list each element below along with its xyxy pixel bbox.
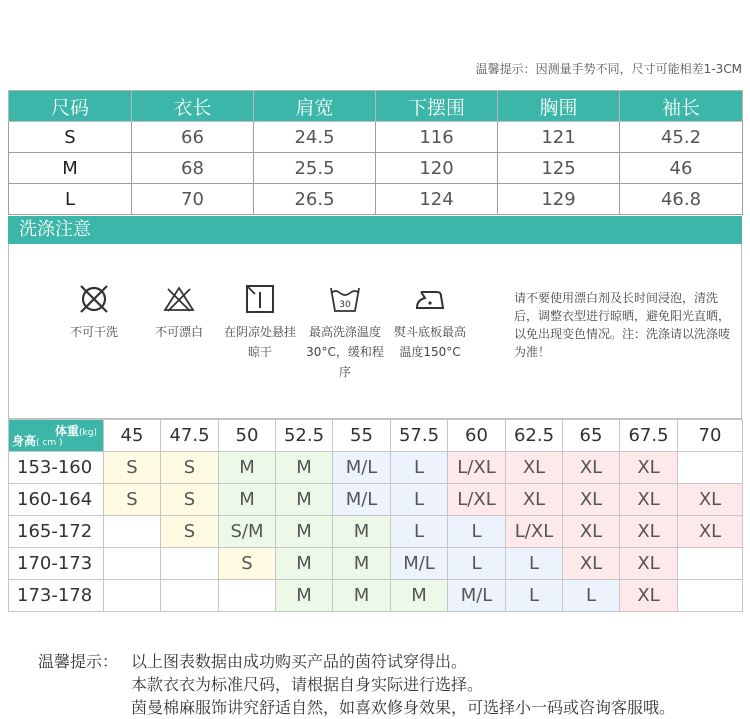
recommended-size-cell: L xyxy=(391,516,448,548)
recommended-size-cell xyxy=(219,580,276,612)
recommended-size-cell: M xyxy=(276,548,333,580)
header-size: 尺码 xyxy=(9,91,132,122)
size-value: 66 xyxy=(132,122,254,153)
bottom-notice-label: 温馨提示： xyxy=(38,652,119,671)
size-cell: S xyxy=(9,122,132,153)
recommended-size-cell: L xyxy=(506,548,563,580)
size-cell: L xyxy=(9,184,132,215)
recommended-size-cell: L xyxy=(391,484,448,516)
recommendation-body xyxy=(9,452,743,612)
size-value: 120 xyxy=(376,153,498,184)
recommended-size-cell: XL xyxy=(620,516,678,548)
bottom-notice xyxy=(38,650,675,719)
height-range: 160-164 xyxy=(9,484,104,516)
recommended-size-cell: M xyxy=(276,516,333,548)
size-value: 125 xyxy=(498,153,620,184)
recommended-size-cell: L xyxy=(391,452,448,484)
recommended-size-cell: M/L xyxy=(391,548,448,580)
recommended-size-cell: L xyxy=(448,516,506,548)
wash-care-title: 洗涤注意 xyxy=(8,216,742,244)
height-row xyxy=(9,548,743,580)
recommended-size-cell: XL xyxy=(563,548,620,580)
height-range: 173-178 xyxy=(9,580,104,612)
recommended-size-cell xyxy=(104,548,161,580)
recommended-size-cell: XL xyxy=(620,484,678,516)
care-item xyxy=(304,284,386,382)
size-value: 46 xyxy=(620,153,743,184)
recommended-size-cell: M xyxy=(276,580,333,612)
recommended-size-cell xyxy=(678,580,743,612)
care-item xyxy=(219,284,301,362)
recommended-size-cell: S xyxy=(219,548,276,580)
recommended-size-cell: M xyxy=(333,580,391,612)
size-value: 124 xyxy=(376,184,498,215)
bottom-notice-line: 以上图表数据由成功购买产品的茵符试穿得出。 xyxy=(131,652,468,671)
recommended-size-cell: XL xyxy=(563,484,620,516)
recommended-size-cell: XL xyxy=(620,580,678,612)
weight-header: 57.5 xyxy=(391,420,448,452)
recommended-size-cell: L/XL xyxy=(506,516,563,548)
size-value: 70 xyxy=(132,184,254,215)
recommended-size-cell: S xyxy=(104,484,161,516)
height-row xyxy=(9,516,743,548)
height-range: 165-172 xyxy=(9,516,104,548)
recommended-size-cell: M xyxy=(391,580,448,612)
recommended-size-cell: L/XL xyxy=(448,452,506,484)
corner-weight-text: 体重 xyxy=(55,424,80,438)
recommended-size-cell xyxy=(161,580,219,612)
wash-care-note: 请不要使用漂白剂及长时间浸泡，清洗后，调整衣型进行晾晒，避免阳光直晒，以免出现变色情况。注：洗涤请以洗涤唛为准！ xyxy=(514,291,731,359)
bottom-notice-line: 本款衣衣为标准尺码，请根据自身实际进行选择。 xyxy=(131,675,484,694)
recommended-size-cell: L xyxy=(506,580,563,612)
size-value: 26.5 xyxy=(254,184,376,215)
recommended-size-cell: L xyxy=(563,580,620,612)
size-recommendation-table xyxy=(8,419,743,612)
weight-header: 52.5 xyxy=(276,420,333,452)
weight-height-corner xyxy=(9,420,104,452)
iron-icon xyxy=(413,284,447,314)
recommended-size-cell: M xyxy=(219,452,276,484)
recommended-size-cell: M xyxy=(333,548,391,580)
care-label: 熨斗底板最高温度150°C xyxy=(393,325,466,359)
weight-header: 55 xyxy=(333,420,391,452)
weight-header: 62.5 xyxy=(506,420,563,452)
recommended-size-cell xyxy=(161,548,219,580)
size-cell: M xyxy=(9,153,132,184)
size-chart-table xyxy=(8,90,743,215)
bottom-notice-row xyxy=(38,673,675,696)
weight-header-row xyxy=(9,420,743,452)
recommended-size-cell: XL xyxy=(563,516,620,548)
care-label: 不可干洗 xyxy=(69,325,118,339)
recommended-size-cell: S/M xyxy=(219,516,276,548)
recommended-size-cell xyxy=(678,548,743,580)
size-chart-header-row xyxy=(9,91,743,122)
bottom-notice-row xyxy=(38,650,675,673)
recommended-size-cell xyxy=(104,580,161,612)
recommended-size-cell: L xyxy=(448,548,506,580)
recommended-size-cell: XL xyxy=(678,484,743,516)
corner-weight-unit: (kg) xyxy=(79,428,97,438)
care-item xyxy=(389,284,471,362)
recommended-size-cell: XL xyxy=(620,452,678,484)
size-value: 25.5 xyxy=(254,153,376,184)
corner-height-label xyxy=(12,432,62,449)
size-value: 45.2 xyxy=(620,122,743,153)
header-length: 衣长 xyxy=(132,91,254,122)
header-hem: 下摆围 xyxy=(376,91,498,122)
recommended-size-cell: XL xyxy=(563,452,620,484)
bottom-notice-line: 茵曼棉麻服饰讲究舒适自然，如喜欢修身效果，可选择小一码或咨询客服哦。 xyxy=(131,698,676,717)
recommended-size-cell: XL xyxy=(506,484,563,516)
care-label: 最高洗涤温度30°C，缓和程序 xyxy=(306,325,384,379)
height-row xyxy=(9,452,743,484)
recommended-size-cell: M/L xyxy=(333,484,391,516)
size-row xyxy=(9,184,743,215)
weight-header: 65 xyxy=(563,420,620,452)
care-item xyxy=(138,284,220,342)
size-value: 68 xyxy=(132,153,254,184)
care-label: 在阴凉处悬挂晾干 xyxy=(223,325,296,359)
weight-header: 60 xyxy=(448,420,506,452)
height-row xyxy=(9,484,743,516)
weight-header: 50 xyxy=(219,420,276,452)
recommended-size-cell: M xyxy=(219,484,276,516)
size-row xyxy=(9,153,743,184)
weight-header: 70 xyxy=(678,420,743,452)
no-dry-clean-icon xyxy=(77,284,111,314)
recommended-size-cell: M/L xyxy=(448,580,506,612)
recommended-size-cell: L/XL xyxy=(448,484,506,516)
care-item xyxy=(53,284,135,342)
wash-30-icon xyxy=(328,284,362,314)
recommended-size-cell: M xyxy=(276,452,333,484)
size-value: 116 xyxy=(376,122,498,153)
wash-care-panel xyxy=(8,244,742,419)
measurement-notice: 温馨提示：因测量手势不同，尺寸可能相差1-3CM xyxy=(475,62,742,76)
recommended-size-cell: S xyxy=(161,516,219,548)
line-dry-shade-icon xyxy=(243,284,277,314)
corner-height-text: 身高 xyxy=(12,434,37,448)
recommended-size-cell: XL xyxy=(678,516,743,548)
recommended-size-cell: S xyxy=(161,452,219,484)
header-sleeve: 袖长 xyxy=(620,91,743,122)
size-value: 46.8 xyxy=(620,184,743,215)
height-range: 153-160 xyxy=(9,452,104,484)
size-value: 121 xyxy=(498,122,620,153)
recommended-size-cell: M/L xyxy=(333,452,391,484)
recommended-size-cell xyxy=(678,452,743,484)
recommended-size-cell: M xyxy=(333,516,391,548)
bottom-notice-indent xyxy=(38,696,131,719)
wash-temperature-text: 30 xyxy=(339,300,351,310)
height-range: 170-173 xyxy=(9,548,104,580)
header-shoulder: 肩宽 xyxy=(254,91,376,122)
size-row xyxy=(9,122,743,153)
recommended-size-cell: S xyxy=(161,484,219,516)
corner-height-unit: ( cm ) xyxy=(36,438,63,448)
weight-header: 67.5 xyxy=(620,420,678,452)
recommended-size-cell xyxy=(104,516,161,548)
recommended-size-cell: M xyxy=(276,484,333,516)
recommended-size-cell: S xyxy=(104,452,161,484)
recommended-size-cell: XL xyxy=(620,548,678,580)
recommended-size-cell: XL xyxy=(506,452,563,484)
weight-header: 47.5 xyxy=(161,420,219,452)
weight-header: 45 xyxy=(104,420,161,452)
size-value: 129 xyxy=(498,184,620,215)
bottom-notice-indent xyxy=(38,673,131,696)
height-row xyxy=(9,580,743,612)
size-value: 24.5 xyxy=(254,122,376,153)
bottom-notice-row xyxy=(38,696,675,719)
no-bleach-icon xyxy=(162,284,196,314)
header-chest: 胸围 xyxy=(498,91,620,122)
care-label: 不可漂白 xyxy=(154,325,203,339)
